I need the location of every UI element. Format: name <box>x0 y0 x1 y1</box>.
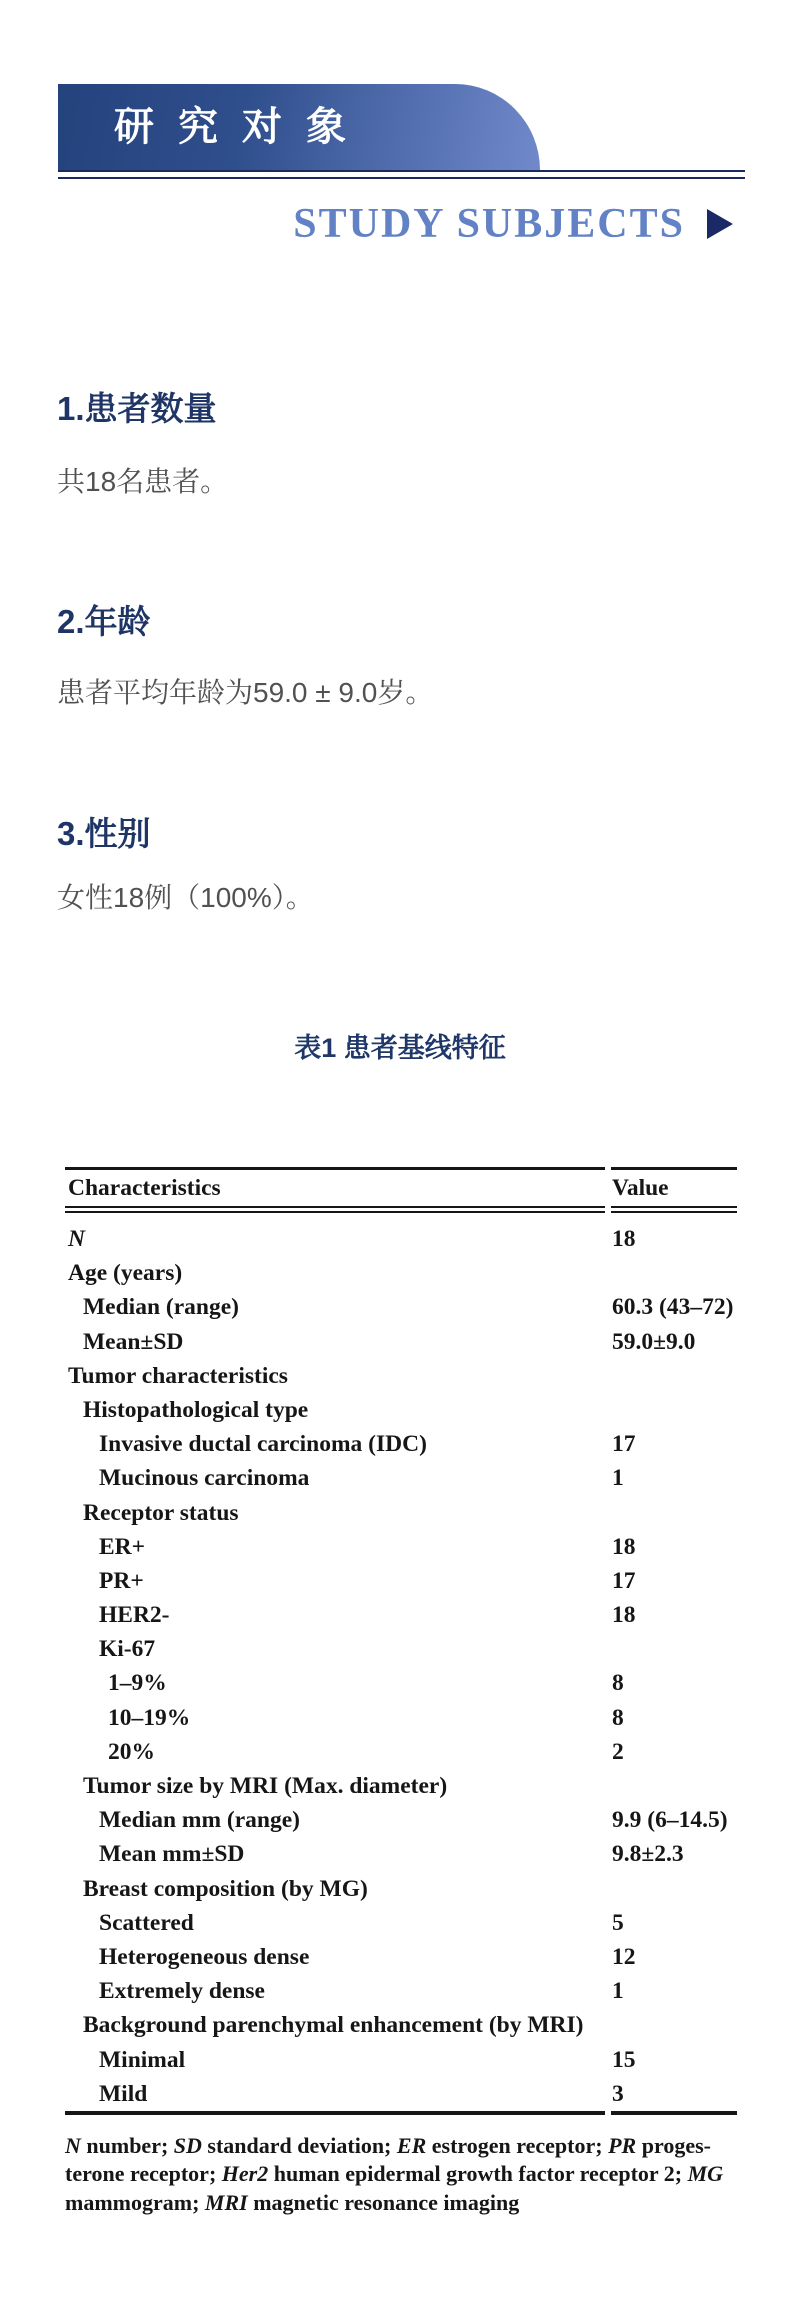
table-row <box>65 1906 737 1940</box>
table-row <box>65 2008 737 2042</box>
row-value: 3 <box>612 2080 624 2107</box>
row-label: 10–19% <box>108 1704 191 1731</box>
table-row <box>65 1598 737 1632</box>
table-row <box>65 1940 737 1974</box>
row-label: ER+ <box>99 1533 146 1560</box>
row-label: Invasive ductal carcinoma (IDC) <box>99 1431 427 1458</box>
table-header-row <box>65 1170 737 1206</box>
section-body-age: 患者平均年龄为59.0 ± 9.0岁。 <box>57 677 434 708</box>
row-label: Breast composition (by MG) <box>83 1875 368 1902</box>
row-label: Mean±SD <box>83 1328 184 1355</box>
section-heading-age: 2.年龄 <box>57 603 151 640</box>
row-label: HER2- <box>99 1602 170 1629</box>
table-body <box>65 1213 737 2111</box>
table-row <box>65 1359 737 1393</box>
table-row <box>65 1701 737 1735</box>
row-value: 8 <box>612 1704 624 1731</box>
table-row <box>65 1222 737 1256</box>
row-label: Extremely dense <box>99 1978 265 2005</box>
row-value: 18 <box>612 1533 636 1560</box>
section-body-patient-count: 共18名患者。 <box>57 466 229 497</box>
table-row <box>65 2077 737 2111</box>
table-row <box>65 2043 737 2077</box>
row-label: Tumor characteristics <box>68 1362 288 1389</box>
column-header-characteristics: Characteristics <box>68 1175 221 1201</box>
row-label: Heterogeneous dense <box>99 1943 310 1970</box>
footnote-line: N number; SD standard deviation; ER estrogen receptor; PR proges- <box>65 2132 711 2158</box>
baseline-characteristics-table <box>65 1167 737 2217</box>
row-label: Receptor status <box>83 1499 239 1526</box>
column-header-value: Value <box>612 1175 669 1201</box>
row-value: 1 <box>612 1465 624 1492</box>
table-row <box>65 1735 737 1769</box>
row-label: 20% <box>108 1738 155 1765</box>
table-row <box>65 1837 737 1871</box>
row-value: 1 <box>612 1978 624 2005</box>
row-value: 18 <box>612 1602 636 1629</box>
table-row <box>65 1256 737 1290</box>
table-row <box>65 1564 737 1598</box>
table-row <box>65 1496 737 1530</box>
table-row <box>65 1872 737 1906</box>
english-title-row <box>0 196 745 252</box>
table-footnote <box>65 2132 737 2218</box>
row-label: 1–9% <box>108 1670 167 1697</box>
row-label: Mucinous carcinoma <box>99 1465 310 1492</box>
row-label: Histopathological type <box>83 1396 309 1423</box>
row-label: N <box>68 1226 85 1252</box>
english-section-title: STUDY SUBJECTS <box>293 201 685 247</box>
row-label: Mild <box>99 2080 148 2107</box>
banner-divider-line-top <box>58 170 745 172</box>
table-row <box>65 1803 737 1837</box>
table-row <box>65 1461 737 1495</box>
footnote-line: mammogram; MRI magnetic resonance imaging <box>65 2189 520 2215</box>
section-heading-gender: 3.性别 <box>57 815 151 852</box>
row-label: Scattered <box>99 1909 194 1936</box>
triangle-right-icon <box>707 209 733 239</box>
row-value: 5 <box>612 1909 624 1936</box>
table-row <box>65 1325 737 1359</box>
table-row <box>65 1666 737 1700</box>
table-row <box>65 1769 737 1803</box>
section-heading-patient-count: 1.患者数量 <box>57 390 217 427</box>
row-label: Median (range) <box>83 1294 239 1321</box>
row-label: Background parenchymal enhancement (by MRI) <box>83 2012 584 2039</box>
section-banner-title: 研究对象 <box>114 104 370 149</box>
row-value: 15 <box>612 2046 636 2073</box>
table-rule-bottom <box>65 2111 737 2115</box>
row-label: Tumor size by MRI (Max. diameter) <box>83 1773 448 1799</box>
row-value: 2 <box>612 1738 624 1765</box>
table-row <box>65 1290 737 1324</box>
section-body-gender: 女性18例（100%）。 <box>57 882 314 913</box>
table-row <box>65 1427 737 1461</box>
row-value: 9.9 (6–14.5) <box>612 1807 728 1834</box>
row-label: Minimal <box>99 2046 186 2073</box>
row-label: Median mm (range) <box>99 1807 301 1834</box>
row-value: 60.3 (43–72) <box>612 1294 734 1321</box>
row-value: 8 <box>612 1670 624 1697</box>
banner-divider-line-bottom <box>58 177 745 179</box>
row-label: Mean mm±SD <box>99 1841 245 1868</box>
row-label: PR+ <box>99 1567 144 1594</box>
table-row <box>65 1393 737 1427</box>
row-value: 17 <box>612 1431 636 1458</box>
row-value: 9.8±2.3 <box>612 1841 684 1868</box>
table-row <box>65 1974 737 2008</box>
table-caption: 表1 患者基线特征 <box>294 1033 506 1063</box>
footnote-line: terone receptor; Her2 human epidermal growth factor receptor 2; MG <box>65 2161 724 2187</box>
row-label: Age (years) <box>68 1260 183 1287</box>
row-label: Ki-67 <box>99 1636 156 1663</box>
table-row <box>65 1632 737 1666</box>
section-banner <box>58 84 540 170</box>
row-value: 59.0±9.0 <box>612 1328 696 1355</box>
row-value: 12 <box>612 1943 636 1970</box>
row-value: 18 <box>612 1226 636 1252</box>
table-row <box>65 1530 737 1564</box>
row-value: 17 <box>612 1567 636 1594</box>
